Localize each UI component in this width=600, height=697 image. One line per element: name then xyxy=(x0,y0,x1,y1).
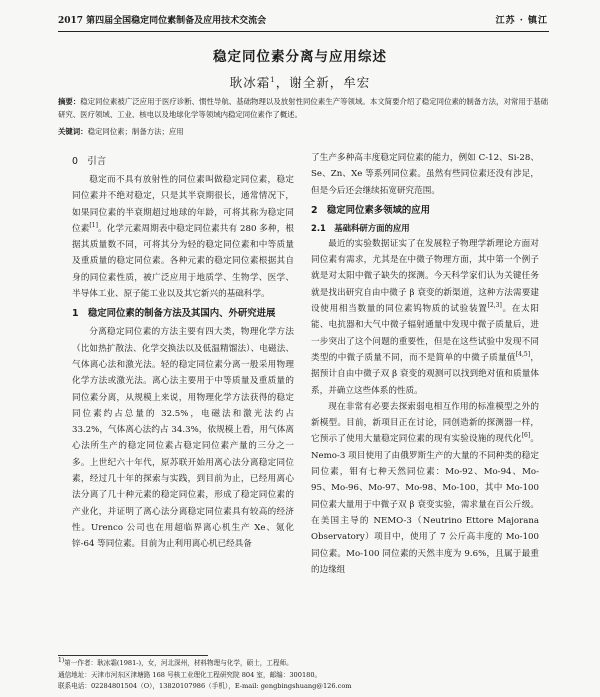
section-heading-methods: 1 稳定同位素的制备方法及其国内、外研究进展 xyxy=(72,308,276,320)
section-heading-applications: 2 稳定同位素多领域的应用 xyxy=(311,204,431,216)
abstract xyxy=(58,96,548,121)
keywords-text: 稳定同位素；制备方法；应用 xyxy=(87,127,184,136)
citation: [4,5] xyxy=(515,351,531,359)
footnote-mark: 1) xyxy=(58,656,65,664)
footnote-rule xyxy=(58,655,208,656)
keywords-label: 关键词： xyxy=(58,127,88,136)
footnote-author xyxy=(58,658,548,670)
paragraph-text: 最近的实验数据证实了在发展粒子物理学新理论方面对同位素有需求，尤其是在中微子物理方面，其中第一个例子就是对太阳中微子缺失的探测。今天科学家们认为关键任务就是找出研究自由中微子 β 衰变的新渠道，这种方法需要建设使用相当数量的同位素钨物质的试验装置 xyxy=(311,238,539,315)
paragraph-text: ，据预计自由中微子双 β 衰变的观测可以找到绝对值和质量体系，并确立这些体系的性质。 xyxy=(311,352,539,396)
footnotes xyxy=(58,658,548,693)
right-column xyxy=(311,150,539,578)
conference-name: 2017 第四届全国稳定同位素制备及应用技术交流会 xyxy=(58,16,267,26)
abstract-text: 稳定同位素被广泛应用于医疗诊断、惯性导航、基础物理以及放射性同位素生产等领域。本文简要介绍了稳定同位素的制备方法，对常用于基础研究、医疗领域、工业、核电以及地球化学等领域内稳定同位素作了概述。 xyxy=(58,97,548,119)
paragraph-text: 稳定而不具有放射性的同位素叫做稳定同位素，稳定同位素并不绝对稳定，只是其半衰期很长，通常情况下，如果同位素的半衰期超过地球的年龄，可将其称为稳定同位素 xyxy=(72,175,294,234)
paragraph-text: 。在太阳能、电抗器和大气中微子辐射通量中发现中微子质量后，进一步突出了这个问题的重要性，但是在这些试验中发现不同类型的中微子质量不同，而不是简单的中微子质量值 xyxy=(311,304,539,363)
citation: [1] xyxy=(89,222,98,230)
abstract-label: 摘要： xyxy=(58,97,81,106)
paragraph-text: 。化学元素周期表中稳定同位素共有 280 多种，根据其质量数不同，可将其分为轻的稳定同位素和中等质量及重质量的稳定同位素。各种元素的稳定同位素根据其自身的同位素性质，被广泛应用于地质学、生物学、医学、半导体工业、原子能工业以及其它新兴的基础科学。 xyxy=(72,223,294,300)
footnote-address: 通信地址：天津市河东区津塘路 168 号核工业理化工程研究院 804 室，邮编：300180。 xyxy=(58,670,322,679)
running-header xyxy=(58,13,548,27)
paper-title: 稳定同位素分离与应用综述 xyxy=(213,49,387,65)
footnote-contact: 联系电话：02284801504（O），13820107986（手机），E-mail: gengbingshuang@126.com xyxy=(58,682,352,690)
subsection-heading-research: 2.1 基础科研方面的应用 xyxy=(311,222,410,233)
author-footnote-mark: 1 xyxy=(270,75,276,84)
paragraph: 了生产多种高丰度稳定同位素的能力，例如 C-12、Si-28、Se、Zn、Xe 等系列同位素。虽然有些同位素还没有涉足，但是今后还会继续拓宽研究范围。 xyxy=(311,153,539,196)
author-list xyxy=(0,73,600,91)
paragraph: 分离稳定同位素的方法主要有四大类，物理化学方法（比如热扩散法、化学交换法以及低温精馏法）、电磁法、气体离心法和激光法。轻的稳定同位素分离一般采用物理化学方法或激光法。离心法主要用于中等质量及重质量的同位素分离，从规模上来说，用物理化学方法获得的稳定同位素约占总量的 32.5%，电磁法和激光法约占 33.2%，气体离心法约占 34.3%，依规模上看，用气体离心法所生产的稳定同位素占稳定同位素产量的三分之一多。上世纪六十年代，原苏联开始用离心法分离稳定同位素，经过几十年的探索与实践，到目前为止，已经用离心法分离了几十种元素的稳定同位素，形成了稳定同位素的产业化，并证明了离心法分离稳定同位素具有较高的经济性。Urenco 公司也在用超临界离心机生产 Xe、氪化锌-64 等同位素。目前为止利用离心机已经具备 xyxy=(72,327,294,550)
paragraph-text: 现在非常有必要去探索弱电相互作用的标准模型之外的新模型。目前，新项目正在讨论，同创造新的探测器一样，它预示了使用大量稳定同位素的现有实验设施的现代化 xyxy=(311,401,539,445)
paragraph-text: 。Nemo-3 项目使用了由俄罗斯生产的大量的不同种类的稳定同位素，钼有七种天然同位素：Mo-92、Mo-94、Mo-95、Mo-96、Mo-97、Mo-98、Mo-100，其中 Mo-100 同位素大量用于中微子双 β 衰变实验，需求量在百公斤级。在美国主导的 NEMO-3（Neutrino Ettore Majorana Observatory）项目中，使用了 7 公斤高丰度的 Mo-100 同位素。Mo-100 同位素的天然丰度为 9.6%，且属于最重的边缘组 xyxy=(311,434,539,575)
author-first: 耿冰霜 xyxy=(229,75,271,90)
section-heading-intro: 0 引言 xyxy=(72,156,107,167)
paragraph xyxy=(311,399,539,578)
left-column xyxy=(72,150,294,553)
header-rule xyxy=(58,31,549,32)
conference-location: 江苏 · 镇江 xyxy=(495,16,548,26)
author-others: ，谢全新，牟宏 xyxy=(275,75,371,90)
paragraph xyxy=(311,236,539,399)
footnote-text: 第一作者：耿冰霜(1981-)，女，河北深州，材料物理与化学，硕士，工程师。 xyxy=(64,659,293,667)
paragraph xyxy=(72,172,294,302)
citation: [2,3] xyxy=(487,302,502,310)
citation: [6] xyxy=(521,432,531,440)
keywords xyxy=(58,126,548,138)
